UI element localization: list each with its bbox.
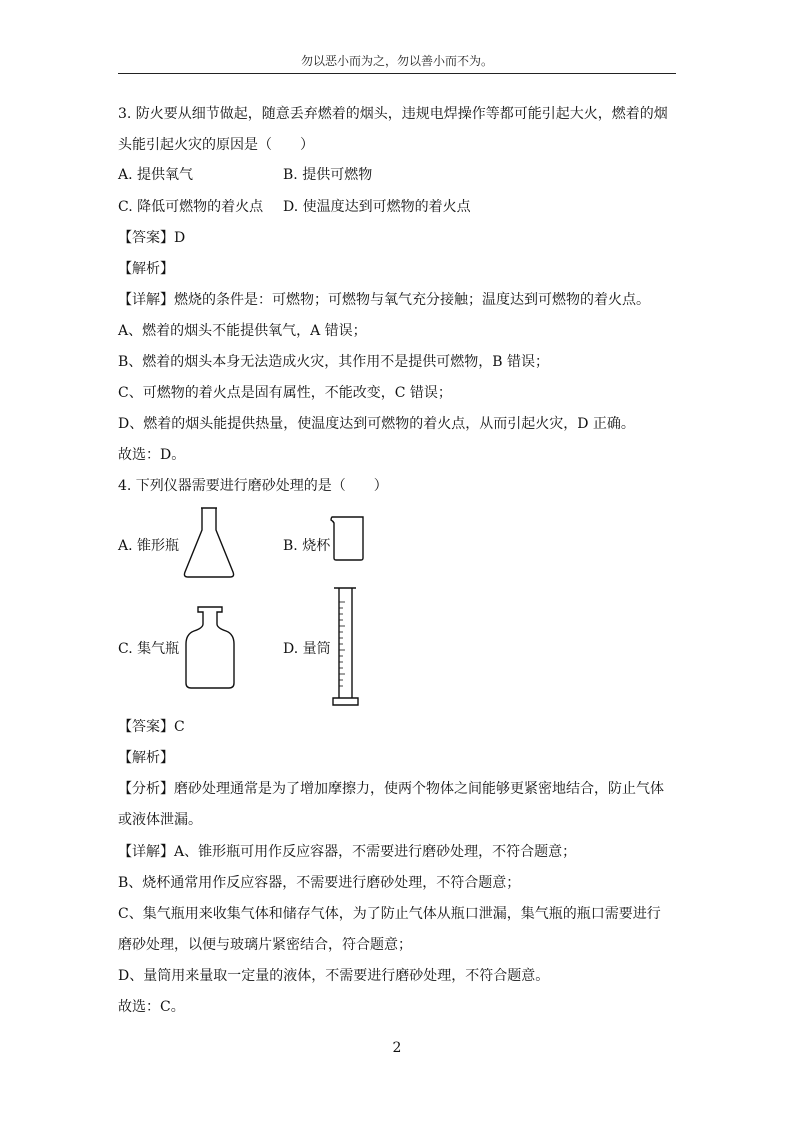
q3-option-b: B. 提供可燃物 xyxy=(283,167,373,183)
q3-option-d: D. 使温度达到可燃物的着火点 xyxy=(283,199,471,215)
q3-explanation-b: B、燃着的烟头本身无法造成火灾，其作用不是提供可燃物，B 错误； xyxy=(118,354,550,370)
graduated-cylinder-figure xyxy=(331,586,359,710)
q4-option-b: B. 烧杯 xyxy=(283,538,331,554)
q3-option-c: C. 降低可燃物的着火点 xyxy=(118,199,264,215)
q3-answer: 【答案】D xyxy=(118,230,186,246)
q4-detail: 【详解】A、锥形瓶可用作反应容器，不需要进行磨砂处理，不符合题意； xyxy=(118,844,577,860)
q4-option-d: D. 量筒 xyxy=(283,641,331,657)
q4-analysis-line1: 【分析】磨砂处理通常是为了增加摩擦力，使两个物体之间能够更紧密地结合，防止气体 xyxy=(118,781,664,797)
q4-explanation-b: B、烧杯通常用作反应容器，不需要进行磨砂处理，不符合题意； xyxy=(118,875,521,891)
q3-explanation-d: D、燃着的烟头能提供热量，使温度达到可燃物的着火点，从而引起火灾，D 正确。 xyxy=(118,416,635,432)
page-header-motto: 勿以恶小而为之，勿以善小而不为。 xyxy=(300,54,493,68)
q3-option-a: A. 提供氧气 xyxy=(118,167,194,183)
q3-conclusion: 故选：D。 xyxy=(118,447,186,463)
q3-explanation-a: A、燃着的烟头不能提供氧气，A 错误； xyxy=(118,323,367,339)
q4-explanation-c-line2: 磨砂处理，以便与玻璃片紧密结合，符合题意； xyxy=(118,937,412,953)
q3-stem-line1: 3. 防火要从细节做起，随意丢弃燃着的烟头，违规电焊操作等都可能引起大火，燃着的烟 xyxy=(118,106,668,122)
q3-stem-line2: 头能引起火灾的原因是（ ） xyxy=(118,137,314,153)
page-number: 2 xyxy=(392,1040,402,1056)
q4-answer: 【答案】C xyxy=(118,719,185,735)
q4-analysis-line2: 或液体泄漏。 xyxy=(118,812,202,828)
header-rule xyxy=(118,73,676,74)
q3-detail: 【详解】燃烧的条件是：可燃物；可燃物与氧气充分接触；温度达到可燃物的着火点。 xyxy=(118,292,650,308)
q4-option-a: A. 锥形瓶 xyxy=(118,538,180,554)
q3-analysis-title: 【解析】 xyxy=(118,261,174,277)
erlenmeyer-flask-figure xyxy=(182,506,236,580)
q4-analysis-title: 【解析】 xyxy=(118,750,174,766)
beaker-figure xyxy=(330,514,366,562)
q3-explanation-c: C、可燃物的着火点是固有属性，不能改变，C 错误； xyxy=(118,385,452,401)
q4-explanation-c-line1: C、集气瓶用来收集气体和储存气体，为了防止气体从瓶口泄漏，集气瓶的瓶口需要进行 xyxy=(118,906,661,922)
gas-collecting-bottle-figure xyxy=(182,604,238,690)
q4-option-c: C. 集气瓶 xyxy=(118,641,180,657)
q4-conclusion: 故选：C。 xyxy=(118,999,185,1015)
q4-explanation-d: D、量筒用来量取一定量的液体，不需要进行磨砂处理，不符合题意。 xyxy=(118,968,550,984)
q4-stem: 4. 下列仪器需要进行磨砂处理的是（ ） xyxy=(118,478,388,494)
